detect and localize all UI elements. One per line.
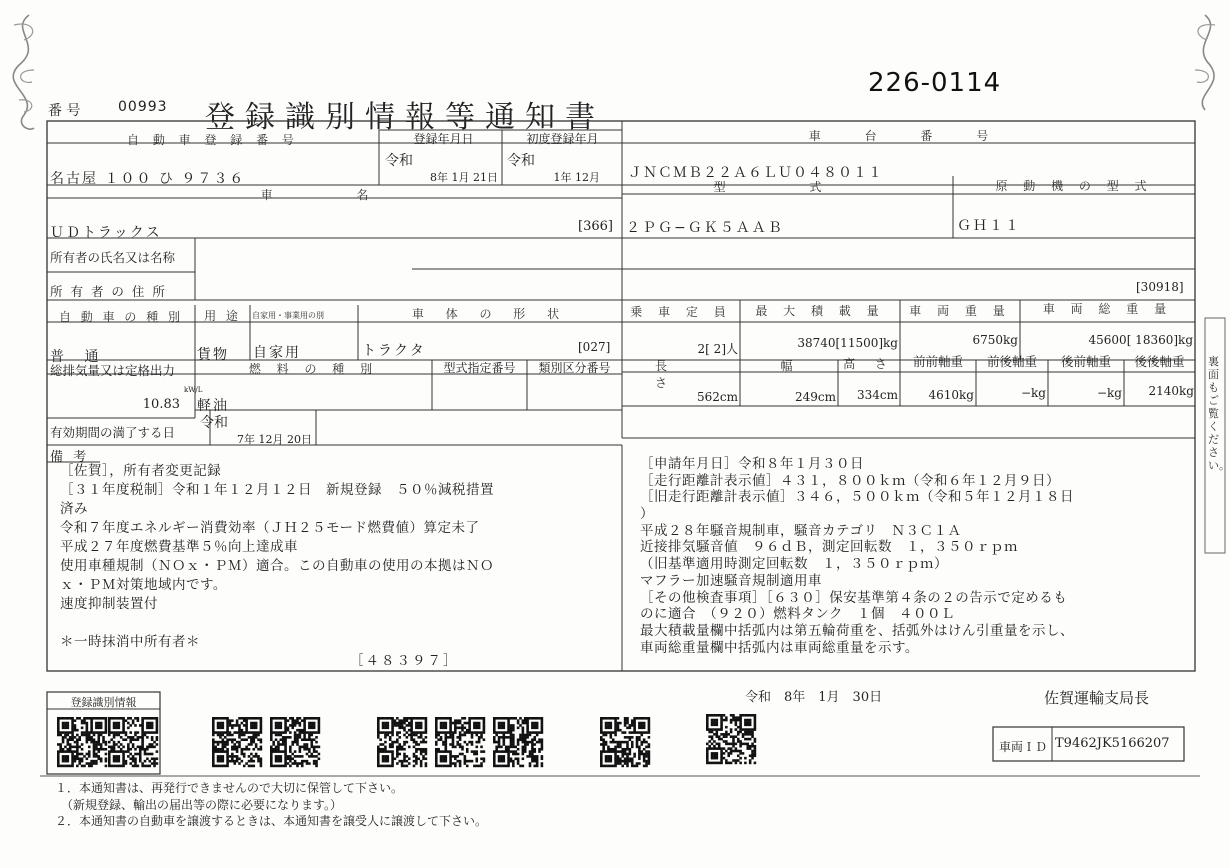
issue-date: 令和 8年 1月 30日	[745, 690, 883, 705]
footer-note-line: ２．本通知書の自動車を譲渡するときは、本通知書を譲受人に譲渡して下さい。	[55, 814, 488, 828]
chassis-header: 車 台 番 号	[808, 129, 1009, 143]
qr-code	[435, 717, 485, 767]
owner-address-label: 所 有 者 の 住 所	[50, 284, 167, 299]
remarks-left-line: 平成２７年度燃費基準５％向上達成車	[60, 539, 298, 555]
max-load-value: 38740[11500]kg	[797, 336, 898, 350]
remarks-right-line: ［申請年月日］令和８年１月３０日	[640, 456, 864, 472]
width-header: 幅	[780, 359, 798, 373]
usage-header: 用 途	[204, 309, 241, 323]
first-reg-value: 1年 12月	[553, 171, 600, 184]
capacity-value: 2[ 2]人	[697, 342, 738, 356]
vehicle-kind-value: 普 通	[50, 349, 107, 365]
reg-date-header: 登録年月日	[413, 132, 474, 146]
qr-code	[108, 717, 158, 767]
length-header: 長 さ	[654, 359, 707, 390]
remarks-right-line: 平成２８年騒音規制車，騒音カテゴリ Ｎ３Ｃ１Ａ	[640, 522, 962, 539]
displacement-value: 10.83	[142, 397, 180, 412]
qr-code	[706, 714, 756, 764]
reg-number-value: 名古屋 １００ ひ ９７３６	[50, 171, 246, 187]
qr-code	[600, 717, 650, 767]
model-header: 型 式	[713, 180, 862, 194]
max-load-header: 最 大 積 載 量	[755, 304, 885, 318]
width-value: 249cm	[794, 390, 836, 404]
model-value: ２ＰＧ−ＧＫ５ＡＡＢ	[626, 220, 784, 236]
remarks-right-line: ［走行距離計表示値］４３１，８００ｋｍ（令和６年１２月９日）	[640, 472, 1060, 489]
first-reg-era: 令和	[507, 153, 535, 169]
remarks-left-line: ｘ・ＰＭ対策地域内です。	[60, 577, 227, 593]
body-shape-header: 車 体 の 形 状	[411, 307, 569, 321]
remarks-right-line: 近接排気騒音値 ９６ｄＢ，測定回転数 １，３５０ｒｐｍ	[640, 539, 1018, 556]
rf-axle-value: −kg	[1096, 386, 1122, 400]
remarks-right-line: ［その他検査事項］［６３０］保安基準第４条の２の告示で定めるも	[640, 589, 1068, 606]
usage-value: 貨物	[197, 347, 229, 363]
rr-axle-header: 後後軸重	[1134, 354, 1185, 369]
remarks-right-line: （旧基準適用時測定回転数 １，３５０ｒｐｍ）	[640, 556, 948, 573]
ff-axle-value: 4610kg	[928, 388, 974, 402]
remarks-left-line: ［佐賀］，所有者変更記録	[60, 463, 222, 479]
remarks-left-line	[60, 614, 494, 633]
body-shape-code: [027]	[578, 340, 611, 354]
expiry-header: 有効期間の満了する日	[50, 425, 176, 440]
side-note: 裏面もご覧ください。	[1208, 355, 1230, 472]
handwritten-note: 226-0114	[868, 68, 1002, 98]
ff-axle-header: 前前軸重	[912, 354, 963, 369]
vehicle-weight-value: 6750kg	[972, 333, 1018, 347]
doc-number-label: 番 号	[48, 103, 81, 119]
remarks-left-line: 使用車種規制（ＮＯｘ・ＰＭ）適合。この自動車の使用の本拠はＮＯ	[60, 558, 494, 574]
vehicle-id-label: 車両ＩＤ	[998, 740, 1047, 754]
document-title: 登録識別情報等通知書	[205, 100, 605, 135]
fuel-value: 軽油	[197, 398, 229, 414]
rr-axle-value: 2140kg	[1148, 384, 1194, 398]
private-value: 自家用	[253, 345, 301, 361]
footer-notes	[55, 780, 487, 830]
footer-note-line: （新規登録、輸出の届出等の際に必要になります。）	[55, 797, 343, 812]
remarks-left-line: 速度抑制装置付	[60, 596, 158, 612]
category-header: 類別区分番号	[538, 361, 611, 375]
qr-code	[377, 717, 427, 767]
remarks-left	[60, 462, 494, 652]
displacement-header: 総排気量又は定格出力	[50, 363, 176, 378]
remarks-right-line: のに適合 （９２０）燃料タンク １個 ４００Ｌ	[640, 606, 955, 623]
first-reg-header: 初度登録年月	[526, 132, 599, 146]
remarks-left-line: ＊一時抹消中所有者＊	[60, 634, 200, 650]
body-shape-value: トラクタ	[362, 343, 426, 359]
remarks-header: 備 考	[50, 450, 90, 465]
fr-axle-header: 前後軸重	[986, 354, 1037, 369]
reg-number-header: 自 動 車 登 録 番 号	[127, 133, 299, 147]
qr-code	[212, 717, 262, 767]
vehicle-weight-header: 車 両 重 量	[909, 304, 1011, 318]
qr-code	[493, 717, 543, 767]
qr-code	[57, 717, 107, 767]
chassis-value: ＪＮＣＭＢ２２Ａ６ＬＵ０４８０１１	[628, 165, 883, 181]
id-info-label: 登録識別情報	[70, 696, 137, 709]
gross-weight-header: 車 両 総 重 量	[1042, 302, 1173, 316]
reg-date-value: 8年 1月 21日	[430, 171, 498, 184]
displacement-unit: kW/L	[184, 386, 203, 394]
remarks-code: ［４８３９７］	[350, 653, 459, 669]
remarks-right-line: マフラー加速騒音規制適用車	[640, 572, 822, 589]
remarks-left-line: 済み	[60, 501, 88, 517]
reg-date-era: 令和	[385, 153, 413, 169]
qr-code	[270, 717, 320, 767]
owner-name-label: 所有者の氏名又は名称	[50, 250, 176, 265]
expiry-value: 7年 12月 20日	[237, 433, 312, 446]
remarks-right-line: ［旧走行距離計表示値］３４６，５００ｋｍ（令和５年１２月１８日	[640, 489, 1074, 506]
vehicle-kind-header: 自 動 車 の 種 別	[58, 310, 184, 324]
vehicle-id-value: T9462JK5166207	[1055, 736, 1170, 751]
gross-weight-value: 45600[ 18360]kg	[1088, 333, 1193, 347]
vehicle-name-header: 車 名	[260, 188, 409, 202]
private-header: 自家用・事業用の別	[252, 311, 324, 320]
vehicle-name-code: [366]	[578, 219, 613, 234]
length-value: 562cm	[696, 390, 738, 404]
fr-axle-value: −kg	[1020, 386, 1046, 400]
issuer: 佐賀運輸支局長	[1044, 689, 1150, 707]
remarks-right-line: 車両総重量欄中括弧内は車両総重量を示す。	[640, 639, 919, 656]
rf-axle-header: 後前軸重	[1060, 354, 1111, 369]
footer-note-line: １．本通知書は、再発行できませんので大切に保管して下さい。	[55, 781, 404, 795]
remarks-right-line: ）	[640, 506, 654, 523]
remarks-right	[640, 456, 1074, 656]
fuel-header: 燃 料 の 種 別	[248, 362, 379, 376]
engine-header: 原 動 機 の 型 式	[995, 179, 1153, 193]
remarks-right-line: 最大積載量欄中括弧内は第五輪荷重を、括弧外はけん引重量を示し、	[640, 622, 1074, 639]
expiry-era: 令和	[200, 415, 228, 431]
height-header: 高 さ	[843, 357, 895, 371]
remarks-left-line: ［３１年度税制］令和１年１２月１２日 新規登録 ５０％減税措置	[60, 482, 494, 498]
owner-address-code: [30918]	[1136, 280, 1184, 294]
remarks-left-line: 令和７年度エネルギー消費効率（ＪＨ２５モード燃費値）算定未了	[60, 520, 480, 536]
engine-value: ＧＨ１１	[957, 218, 1021, 234]
capacity-header: 乗 車 定 員	[630, 305, 732, 319]
doc-number: 00993	[118, 99, 168, 115]
vehicle-name-value: ＵＤトラックス	[50, 225, 162, 241]
type-approval-header: 型式指定番号	[443, 361, 516, 375]
height-value: 334cm	[856, 388, 898, 402]
